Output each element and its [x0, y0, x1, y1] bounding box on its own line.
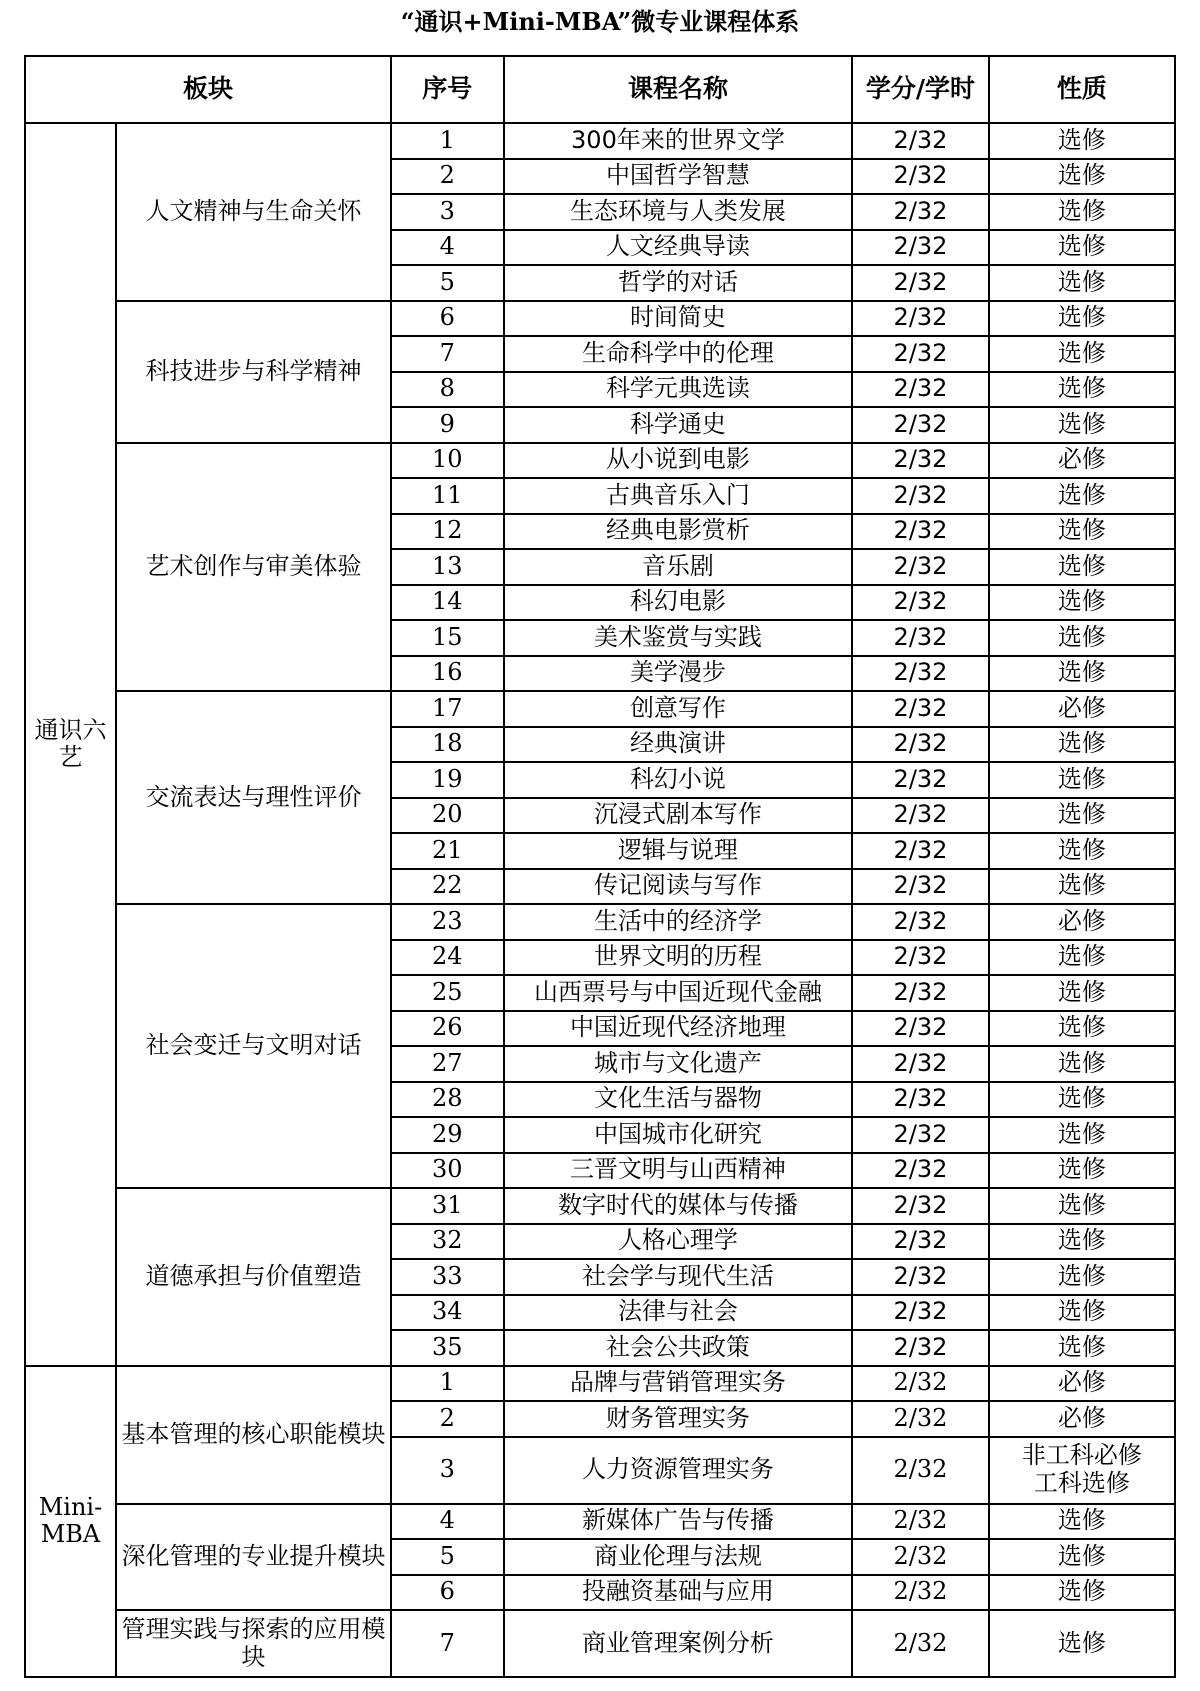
course-credit-cell: 2/32	[852, 159, 988, 195]
course-number-cell: 5	[391, 265, 504, 301]
course-name-cell: 美学漫步	[504, 656, 853, 692]
course-nature-cell: 选修	[989, 1610, 1175, 1677]
course-number-cell: 33	[391, 1259, 504, 1295]
table-row	[25, 1504, 1175, 1540]
course-credit-cell: 2/32	[852, 230, 988, 266]
course-name-cell: 法律与社会	[504, 1295, 853, 1331]
course-nature-cell: 选修	[989, 549, 1175, 585]
course-credit-cell: 2/32	[852, 194, 988, 230]
course-credit-cell: 2/32	[852, 798, 988, 834]
course-name-cell: 科学元典选读	[504, 372, 853, 408]
course-number-cell: 25	[391, 975, 504, 1011]
course-name-cell: 从小说到电影	[504, 443, 853, 479]
course-number-cell: 16	[391, 656, 504, 692]
course-number-cell: 26	[391, 1011, 504, 1047]
course-name-cell: 300年来的世界文学	[504, 123, 853, 159]
course-name-cell: 山西票号与中国近现代金融	[504, 975, 853, 1011]
course-number-cell: 18	[391, 727, 504, 763]
course-nature-cell: 选修	[989, 159, 1175, 195]
course-number-cell: 23	[391, 904, 504, 940]
table-row	[25, 1188, 1175, 1224]
course-credit-cell: 2/32	[852, 514, 988, 550]
course-number-cell: 21	[391, 833, 504, 869]
course-name-cell: 品牌与营销管理实务	[504, 1366, 853, 1402]
course-credit-cell: 2/32	[852, 301, 988, 337]
course-credit-cell: 2/32	[852, 869, 988, 905]
course-number-cell: 27	[391, 1046, 504, 1082]
course-credit-cell: 2/32	[852, 1046, 988, 1082]
course-number-cell: 7	[391, 336, 504, 372]
course-name-cell: 传记阅读与写作	[504, 869, 853, 905]
table-row	[25, 1610, 1175, 1677]
course-number-cell: 6	[391, 301, 504, 337]
course-name-cell: 新媒体广告与传播	[504, 1504, 853, 1540]
header-course-name: 课程名称	[504, 56, 853, 123]
course-credit-cell: 2/32	[852, 975, 988, 1011]
module-cell: 艺术创作与审美体验	[116, 443, 391, 692]
course-nature-cell: 选修	[989, 230, 1175, 266]
course-credit-cell: 2/32	[852, 1011, 988, 1047]
course-number-cell: 32	[391, 1224, 504, 1260]
course-nature-cell: 选修	[989, 1046, 1175, 1082]
course-number-cell: 35	[391, 1330, 504, 1366]
course-nature-cell: 选修	[989, 1224, 1175, 1260]
course-number-cell: 13	[391, 549, 504, 585]
course-nature-cell: 选修	[989, 407, 1175, 443]
page-title: “通识+Mini-MBA”微专业课程体系	[400, 7, 800, 36]
header-block: 板块	[25, 56, 391, 123]
course-nature-cell: 选修	[989, 1295, 1175, 1331]
course-nature-cell: 选修	[989, 336, 1175, 372]
course-name-cell: 科学通史	[504, 407, 853, 443]
module-cell: 深化管理的专业提升模块	[116, 1504, 391, 1611]
course-credit-cell: 2/32	[852, 1330, 988, 1366]
course-name-cell: 中国城市化研究	[504, 1117, 853, 1153]
course-nature-cell: 选修	[989, 1575, 1175, 1611]
course-credit-cell: 2/32	[852, 1437, 988, 1504]
course-credit-cell: 2/32	[852, 691, 988, 727]
course-name-cell: 商业伦理与法规	[504, 1539, 853, 1575]
module-cell: 人文精神与生命关怀	[116, 123, 391, 301]
course-credit-cell: 2/32	[852, 443, 988, 479]
course-number-cell: 6	[391, 1575, 504, 1611]
course-number-cell: 14	[391, 585, 504, 621]
course-number-cell: 12	[391, 514, 504, 550]
course-nature-cell: 必修	[989, 443, 1175, 479]
course-name-cell: 逻辑与说理	[504, 833, 853, 869]
course-credit-cell: 2/32	[852, 1504, 988, 1540]
course-name-cell: 三晋文明与山西精神	[504, 1153, 853, 1189]
course-name-cell: 社会学与现代生活	[504, 1259, 853, 1295]
course-credit-cell: 2/32	[852, 372, 988, 408]
course-nature-cell: 选修	[989, 1153, 1175, 1189]
course-number-cell: 2	[391, 159, 504, 195]
course-nature-cell: 选修	[989, 478, 1175, 514]
course-number-cell: 5	[391, 1539, 504, 1575]
course-nature-cell: 选修	[989, 265, 1175, 301]
course-number-cell: 15	[391, 620, 504, 656]
course-name-cell: 创意写作	[504, 691, 853, 727]
course-credit-cell: 2/32	[852, 1259, 988, 1295]
course-number-cell: 3	[391, 194, 504, 230]
course-nature-cell: 必修	[989, 1401, 1175, 1437]
course-nature-cell: 选修	[989, 1504, 1175, 1540]
course-credit-cell: 2/32	[852, 478, 988, 514]
course-credit-cell: 2/32	[852, 833, 988, 869]
course-name-cell: 古典音乐入门	[504, 478, 853, 514]
course-name-cell: 生活中的经济学	[504, 904, 853, 940]
section-cell: Mini-MBA	[25, 1366, 116, 1678]
course-nature-cell: 选修	[989, 869, 1175, 905]
course-nature-cell: 选修	[989, 727, 1175, 763]
table-row	[25, 123, 1175, 159]
course-nature-cell: 选修	[989, 301, 1175, 337]
course-credit-cell: 2/32	[852, 1188, 988, 1224]
course-table	[24, 55, 1176, 1678]
course-nature-cell: 选修	[989, 656, 1175, 692]
course-number-cell: 17	[391, 691, 504, 727]
course-nature-cell: 选修	[989, 1330, 1175, 1366]
course-credit-cell: 2/32	[852, 1366, 988, 1402]
course-credit-cell: 2/32	[852, 904, 988, 940]
course-number-cell: 4	[391, 230, 504, 266]
course-name-cell: 科幻小说	[504, 762, 853, 798]
course-credit-cell: 2/32	[852, 1117, 988, 1153]
course-name-cell: 数字时代的媒体与传播	[504, 1188, 853, 1224]
course-credit-cell: 2/32	[852, 1153, 988, 1189]
course-number-cell: 7	[391, 1610, 504, 1677]
table-row	[25, 1366, 1175, 1402]
course-nature-cell: 选修	[989, 762, 1175, 798]
course-name-cell: 时间简史	[504, 301, 853, 337]
course-number-cell: 30	[391, 1153, 504, 1189]
course-credit-cell: 2/32	[852, 940, 988, 976]
course-nature-cell: 选修	[989, 975, 1175, 1011]
course-nature-cell: 选修	[989, 1259, 1175, 1295]
course-credit-cell: 2/32	[852, 1295, 988, 1331]
course-credit-cell: 2/32	[852, 727, 988, 763]
course-nature-cell: 选修	[989, 1117, 1175, 1153]
course-name-cell: 中国哲学智慧	[504, 159, 853, 195]
course-nature-cell: 选修	[989, 620, 1175, 656]
course-nature-cell: 选修	[989, 585, 1175, 621]
course-number-cell: 29	[391, 1117, 504, 1153]
course-nature-cell: 选修	[989, 1082, 1175, 1118]
course-name-cell: 世界文明的历程	[504, 940, 853, 976]
course-name-cell: 哲学的对话	[504, 265, 853, 301]
course-credit-cell: 2/32	[852, 1224, 988, 1260]
course-nature-cell: 非工科必修 工科选修	[989, 1437, 1175, 1504]
course-name-cell: 城市与文化遗产	[504, 1046, 853, 1082]
header-no: 序号	[391, 56, 504, 123]
course-credit-cell: 2/32	[852, 1610, 988, 1677]
course-credit-cell: 2/32	[852, 1401, 988, 1437]
course-number-cell: 11	[391, 478, 504, 514]
module-cell: 科技进步与科学精神	[116, 301, 391, 443]
table-body	[25, 123, 1175, 1677]
course-number-cell: 1	[391, 1366, 504, 1402]
course-credit-cell: 2/32	[852, 620, 988, 656]
course-number-cell: 22	[391, 869, 504, 905]
module-cell: 管理实践与探索的应用模块	[116, 1610, 391, 1677]
course-name-cell: 社会公共政策	[504, 1330, 853, 1366]
course-number-cell: 31	[391, 1188, 504, 1224]
course-nature-cell: 选修	[989, 123, 1175, 159]
course-number-cell: 20	[391, 798, 504, 834]
course-nature-cell: 必修	[989, 1366, 1175, 1402]
course-nature-cell: 选修	[989, 1188, 1175, 1224]
course-credit-cell: 2/32	[852, 336, 988, 372]
course-name-cell: 沉浸式剧本写作	[504, 798, 853, 834]
course-credit-cell: 2/32	[852, 265, 988, 301]
course-number-cell: 4	[391, 1504, 504, 1540]
course-nature-cell: 选修	[989, 798, 1175, 834]
course-credit-cell: 2/32	[852, 762, 988, 798]
course-nature-cell: 选修	[989, 514, 1175, 550]
course-name-cell: 人文经典导读	[504, 230, 853, 266]
course-name-cell: 商业管理案例分析	[504, 1610, 853, 1677]
module-cell: 基本管理的核心职能模块	[116, 1366, 391, 1504]
course-nature-cell: 选修	[989, 372, 1175, 408]
course-nature-cell: 选修	[989, 194, 1175, 230]
course-name-cell: 财务管理实务	[504, 1401, 853, 1437]
course-nature-cell: 必修	[989, 904, 1175, 940]
course-number-cell: 34	[391, 1295, 504, 1331]
course-name-cell: 经典电影赏析	[504, 514, 853, 550]
course-name-cell: 音乐剧	[504, 549, 853, 585]
course-name-cell: 文化生活与器物	[504, 1082, 853, 1118]
course-name-cell: 美术鉴赏与实践	[504, 620, 853, 656]
section-cell: 通识六艺	[25, 123, 116, 1366]
course-nature-cell: 选修	[989, 940, 1175, 976]
course-number-cell: 2	[391, 1401, 504, 1437]
course-number-cell: 24	[391, 940, 504, 976]
course-number-cell: 10	[391, 443, 504, 479]
table-row	[25, 691, 1175, 727]
course-number-cell: 3	[391, 1437, 504, 1504]
course-credit-cell: 2/32	[852, 1082, 988, 1118]
course-number-cell: 8	[391, 372, 504, 408]
course-nature-cell: 必修	[989, 691, 1175, 727]
course-number-cell: 19	[391, 762, 504, 798]
course-name-cell: 经典演讲	[504, 727, 853, 763]
course-nature-cell: 选修	[989, 833, 1175, 869]
module-cell: 交流表达与理性评价	[116, 691, 391, 904]
course-number-cell: 9	[391, 407, 504, 443]
header-nature: 性质	[989, 56, 1175, 123]
course-name-cell: 科幻电影	[504, 585, 853, 621]
header-credit: 学分/学时	[852, 56, 988, 123]
course-credit-cell: 2/32	[852, 656, 988, 692]
course-name-cell: 投融资基础与应用	[504, 1575, 853, 1611]
course-name-cell: 中国近现代经济地理	[504, 1011, 853, 1047]
table-row	[25, 301, 1175, 337]
course-number-cell: 28	[391, 1082, 504, 1118]
course-number-cell: 1	[391, 123, 504, 159]
table-row	[25, 904, 1175, 940]
course-name-cell: 生命科学中的伦理	[504, 336, 853, 372]
table-row	[25, 443, 1175, 479]
course-name-cell: 生态环境与人类发展	[504, 194, 853, 230]
course-credit-cell: 2/32	[852, 123, 988, 159]
course-nature-cell: 选修	[989, 1011, 1175, 1047]
course-credit-cell: 2/32	[852, 407, 988, 443]
table-header-row	[25, 56, 1175, 123]
course-name-cell: 人力资源管理实务	[504, 1437, 853, 1504]
course-credit-cell: 2/32	[852, 1575, 988, 1611]
course-nature-cell: 选修	[989, 1539, 1175, 1575]
course-name-cell: 人格心理学	[504, 1224, 853, 1260]
course-credit-cell: 2/32	[852, 549, 988, 585]
course-credit-cell: 2/32	[852, 585, 988, 621]
module-cell: 社会变迁与文明对话	[116, 904, 391, 1188]
module-cell: 道德承担与价值塑造	[116, 1188, 391, 1366]
course-credit-cell: 2/32	[852, 1539, 988, 1575]
